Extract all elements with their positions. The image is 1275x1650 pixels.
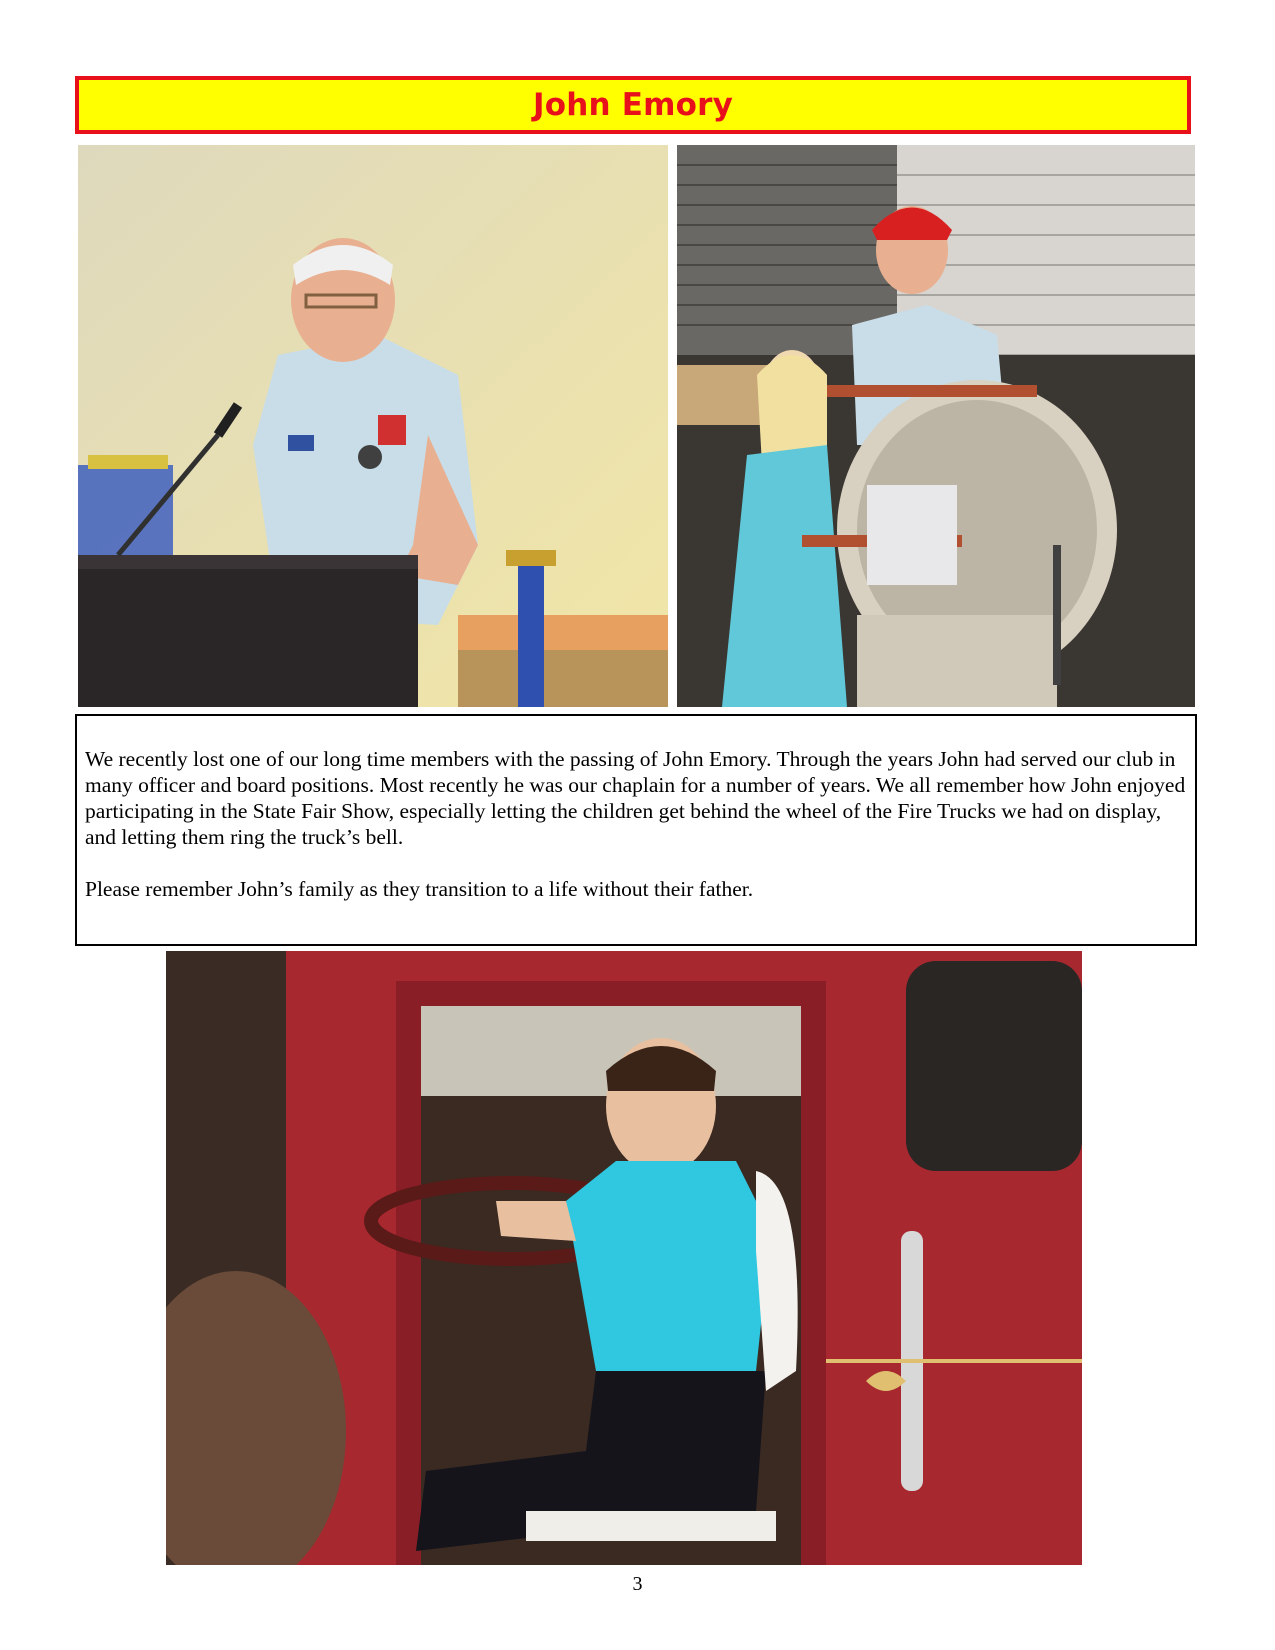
photo-raffle-drum (677, 145, 1195, 707)
firetruck-photo-image (166, 951, 1082, 1565)
memorial-paragraph: We recently lost one of our long time members with the passing of John Emory. Through the years John had served our club in many officer and board positions. Most recently he was our chaplain for a number of years. We all remember how John enjoyed participating in the State Fair Show, especially letting the children get behind the wheel of the Fire Trucks we had on display, and letting them ring the truck’s bell. (85, 747, 1186, 849)
closing-paragraph: Please remember John’s family as they transition to a life without their father. (85, 877, 754, 901)
title-banner (75, 76, 1191, 134)
page-title: John Emory (532, 87, 734, 123)
memorial-text-box (75, 714, 1197, 946)
photo-speaker-at-podium (78, 145, 668, 707)
speaker-photo-image (78, 145, 668, 707)
raffle-photo-image (677, 145, 1195, 707)
photo-boy-in-fire-truck (166, 951, 1082, 1565)
page-number: 3 (632, 1573, 643, 1595)
